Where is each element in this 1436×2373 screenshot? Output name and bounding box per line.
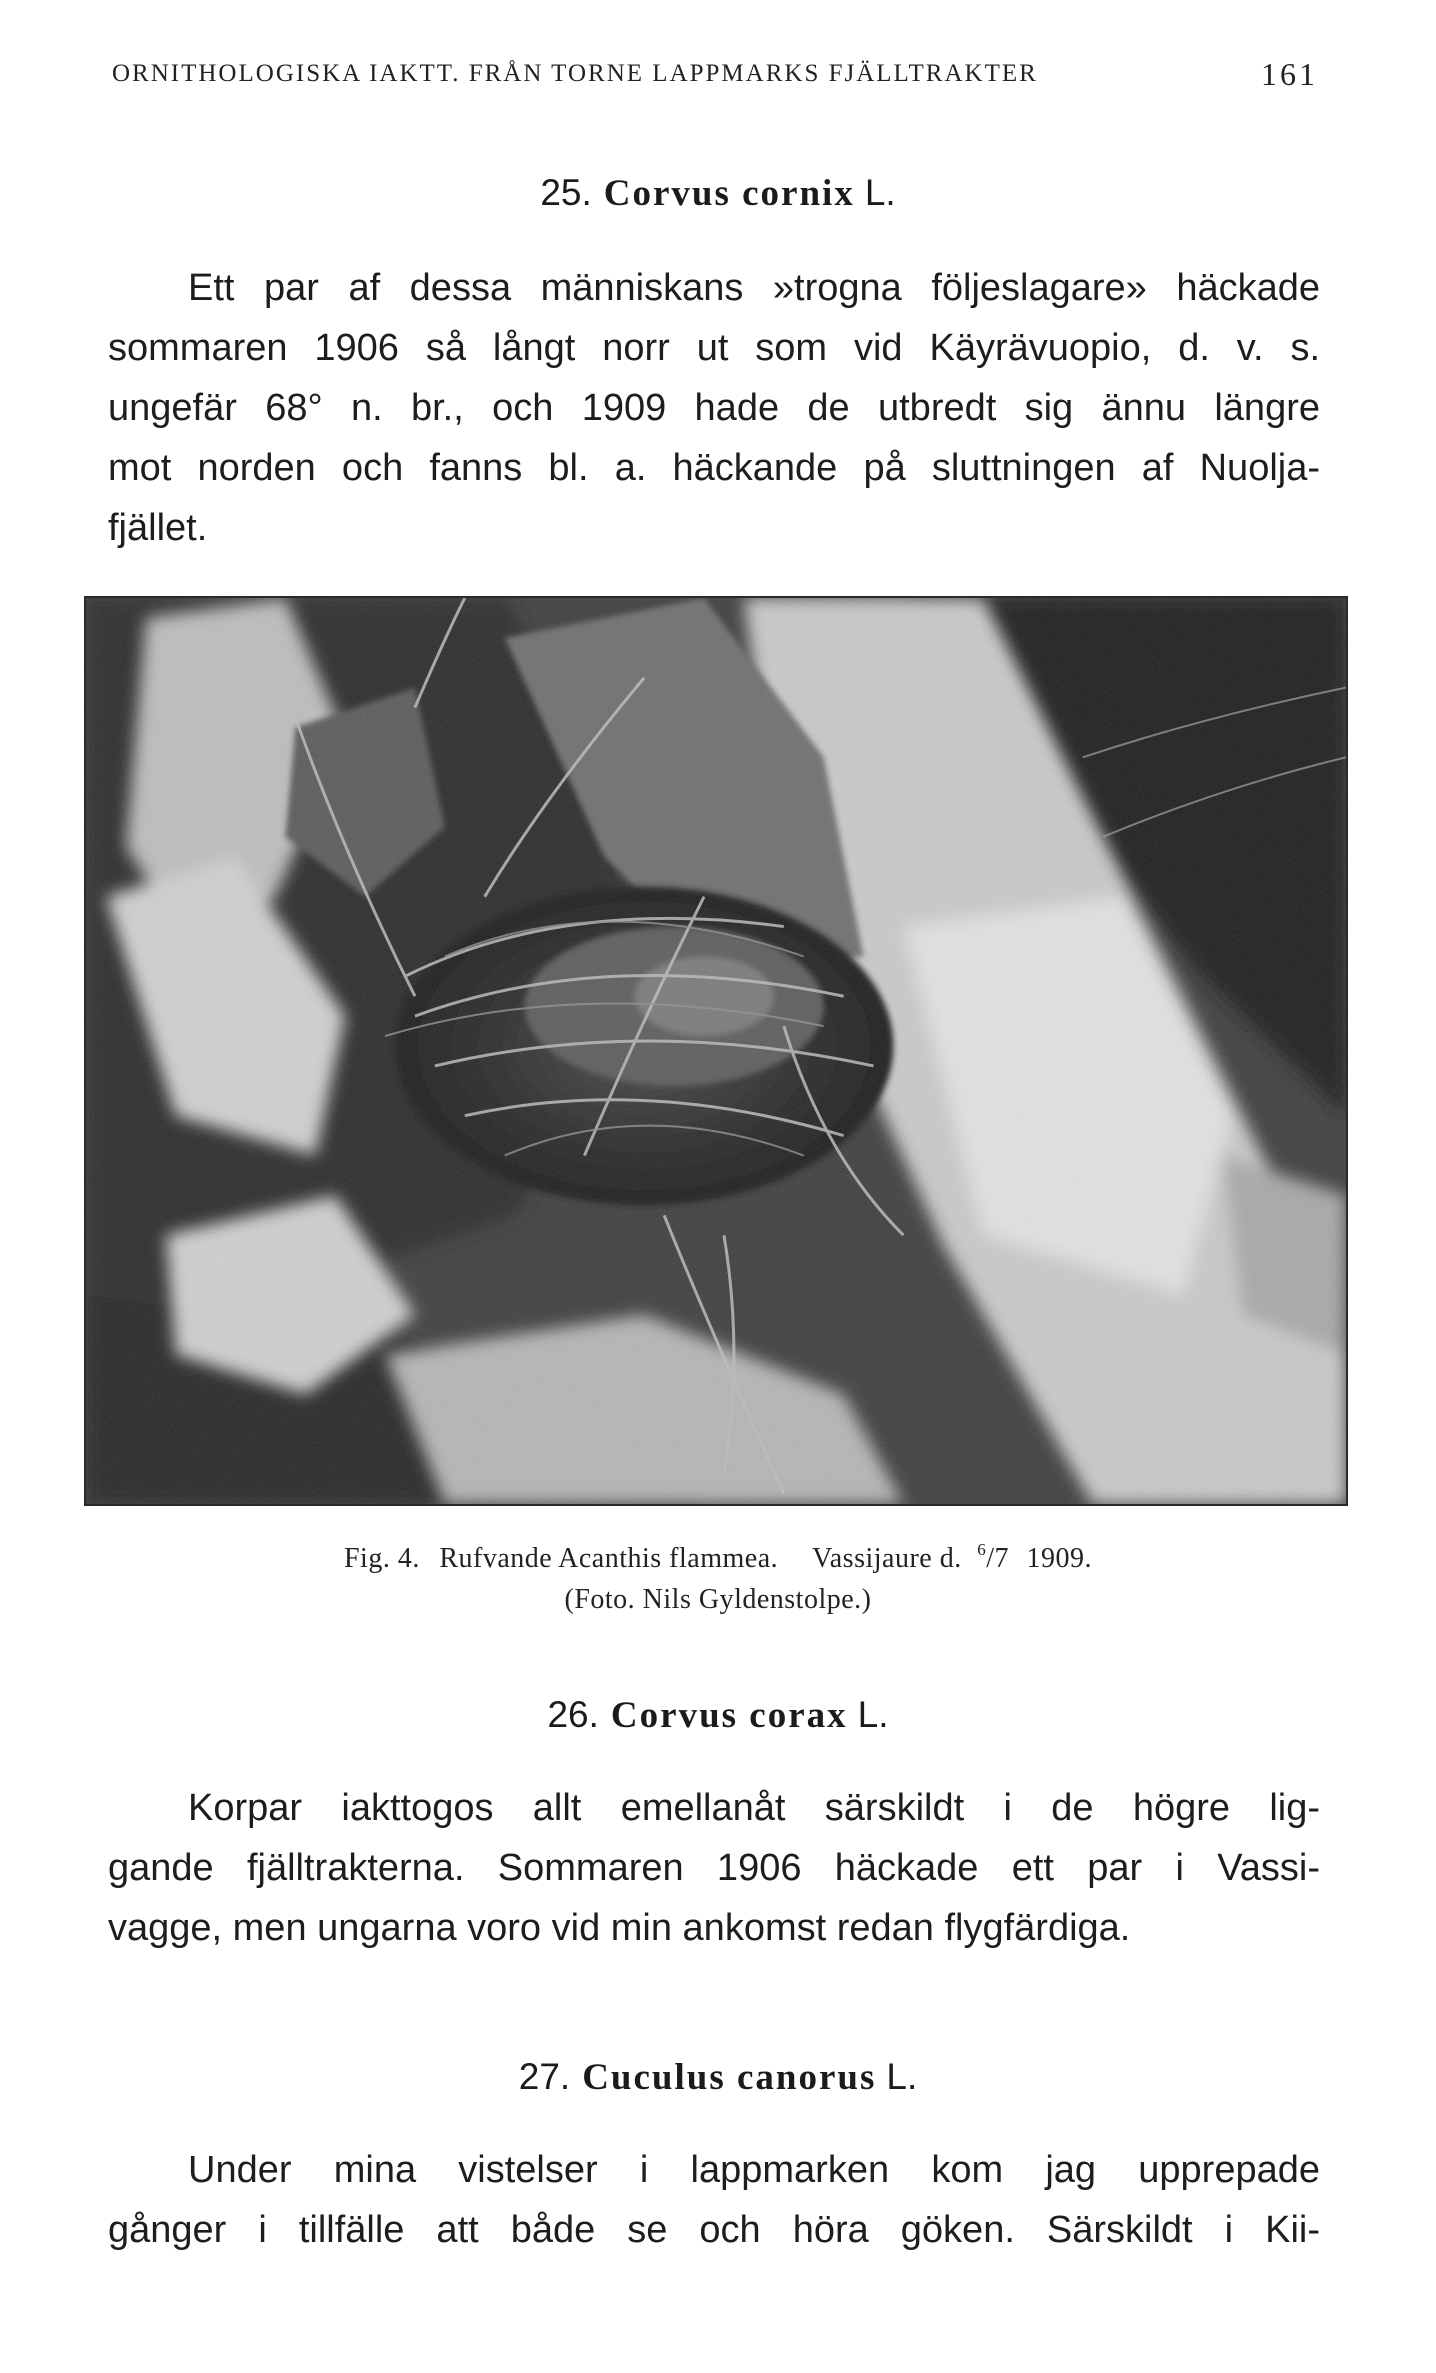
figure-year: 1909.: [1026, 1543, 1092, 1574]
nest-photo-image: [86, 598, 1346, 1504]
species-author: L.: [886, 2056, 918, 2097]
running-head: [112, 56, 1318, 96]
figure-species: Rufvande Acanthis flammea.: [439, 1543, 779, 1574]
section-25-heading: [0, 172, 1436, 215]
section-26-heading: [0, 1694, 1436, 1737]
section-26-paragraph: [108, 1778, 1320, 1958]
running-head-title: ORNITHOLOGISKA IAKTT. FRÅN TORNE LAPPMARKS FJÄLLTRAKTER: [112, 60, 1038, 87]
text-line: Ett par af dessa människans »trogna följeslagare» häckade: [188, 267, 1320, 309]
figure-caption: [0, 1540, 1436, 1575]
species-name: Cuculus canorus: [582, 2057, 877, 2098]
section-number: 27.: [518, 2056, 571, 2097]
text-line: gande fjälltrakterna. Sommaren 1906 häckade ett par i Vassi-: [108, 1847, 1320, 1889]
text-line: Under mina vistelser i lappmarken kom jag upprepade: [188, 2149, 1320, 2191]
nest-photograph: [84, 596, 1348, 1506]
figure-credit: (Foto. Nils Gyldenstolpe.): [564, 1584, 872, 1615]
section-number: 26.: [547, 1694, 599, 1735]
figure-date-day: 6: [977, 1540, 987, 1559]
species-name: Corvus cornix: [603, 173, 855, 214]
text-line: sommaren 1906 så långt norr ut som vid Käyrävuopio, d. v. s.: [108, 327, 1320, 369]
section-25-paragraph: [108, 258, 1320, 558]
figure-label: Fig. 4.: [343, 1543, 420, 1574]
figure-place: Vassijaure d.: [812, 1543, 962, 1574]
section-number: 25.: [540, 172, 592, 213]
figure-date-month: /7: [986, 1543, 1009, 1574]
species-author: L.: [864, 172, 896, 213]
text-line: fjället.: [108, 507, 208, 549]
text-line: gånger i tillfälle att både se och höra göken. Särskildt i Kii-: [108, 2209, 1320, 2251]
text-line: mot norden och fanns bl. a. häckande på sluttningen af Nuolja-: [108, 447, 1320, 489]
section-27-heading: [0, 2056, 1436, 2099]
species-author: L.: [857, 1694, 889, 1735]
text-line: ungefär 68° n. br., och 1909 hade de utbredt sig ännu längre: [108, 387, 1320, 429]
species-name: Corvus corax: [610, 1695, 848, 1736]
text-line: Korpar iakttogos allt emellanåt särskildt i de högre lig-: [188, 1787, 1320, 1829]
section-27-paragraph: [108, 2140, 1320, 2260]
page-number: 161: [1261, 56, 1318, 92]
text-line: vagge, men ungarna voro vid min ankomst redan flygfärdiga.: [108, 1907, 1131, 1949]
